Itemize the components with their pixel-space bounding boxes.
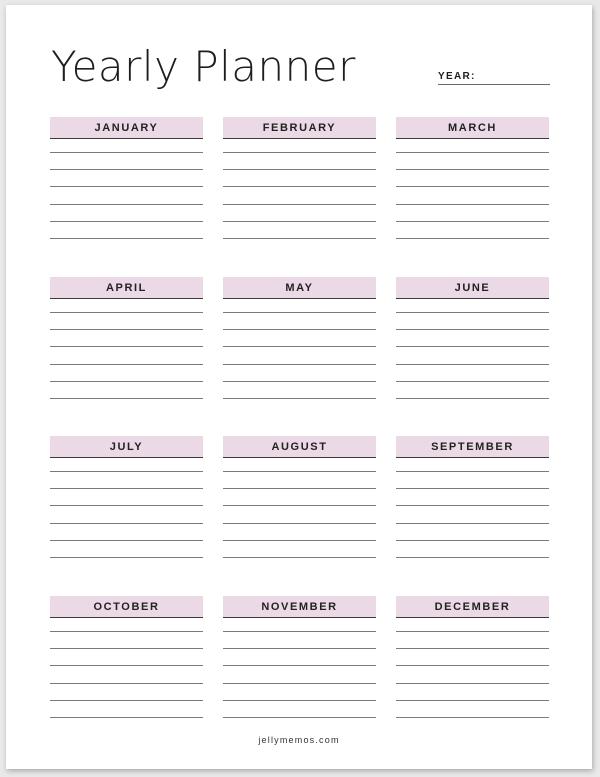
month-name: SEPTEMBER: [431, 440, 514, 453]
writing-line[interactable]: [396, 648, 549, 649]
month-name: MAY: [285, 281, 314, 294]
writing-line[interactable]: [396, 471, 549, 472]
writing-line[interactable]: [396, 364, 549, 365]
month-header: [50, 436, 203, 458]
writing-line[interactable]: [396, 221, 549, 222]
writing-line[interactable]: [50, 381, 203, 382]
writing-line[interactable]: [396, 398, 549, 399]
writing-line[interactable]: [223, 346, 376, 347]
writing-line[interactable]: [50, 488, 203, 489]
month-block-july: [50, 436, 203, 566]
writing-line[interactable]: [396, 488, 549, 489]
month-block-january: [50, 117, 203, 247]
writing-line[interactable]: [223, 329, 376, 330]
writing-line[interactable]: [396, 557, 549, 558]
writing-line[interactable]: [223, 381, 376, 382]
writing-line[interactable]: [223, 398, 376, 399]
writing-line[interactable]: [396, 204, 549, 205]
writing-line[interactable]: [50, 329, 203, 330]
writing-line[interactable]: [396, 665, 549, 666]
writing-line[interactable]: [396, 381, 549, 382]
month-block-june: [396, 277, 549, 407]
writing-line[interactable]: [50, 648, 203, 649]
writing-line[interactable]: [50, 700, 203, 701]
month-header: [50, 117, 203, 139]
month-header: [223, 117, 376, 139]
month-header: [223, 436, 376, 458]
writing-line[interactable]: [50, 186, 203, 187]
month-name: OCTOBER: [93, 600, 160, 613]
writing-line[interactable]: [396, 631, 549, 632]
month-name: JANUARY: [94, 121, 159, 134]
month-header: [50, 596, 203, 618]
writing-line[interactable]: [223, 364, 376, 365]
writing-line[interactable]: [50, 221, 203, 222]
writing-line[interactable]: [223, 648, 376, 649]
writing-line[interactable]: [50, 169, 203, 170]
month-header: [396, 117, 549, 139]
writing-line[interactable]: [396, 169, 549, 170]
writing-line[interactable]: [223, 505, 376, 506]
writing-line[interactable]: [396, 186, 549, 187]
writing-line[interactable]: [223, 221, 376, 222]
writing-line[interactable]: [396, 523, 549, 524]
writing-line[interactable]: [223, 717, 376, 718]
footer-website: jellymemos.com: [258, 735, 340, 745]
month-name: DECEMBER: [434, 600, 511, 613]
writing-line[interactable]: [223, 238, 376, 239]
writing-line[interactable]: [50, 238, 203, 239]
writing-line[interactable]: [396, 540, 549, 541]
year-underline: [438, 84, 550, 85]
writing-line[interactable]: [396, 505, 549, 506]
writing-line[interactable]: [396, 683, 549, 684]
writing-line[interactable]: [223, 683, 376, 684]
writing-line[interactable]: [50, 505, 203, 506]
month-name: JULY: [109, 440, 144, 453]
month-header: [396, 277, 549, 299]
writing-line[interactable]: [50, 364, 203, 365]
writing-line[interactable]: [396, 238, 549, 239]
month-name: APRIL: [106, 281, 147, 294]
writing-line[interactable]: [223, 169, 376, 170]
writing-line[interactable]: [396, 717, 549, 718]
month-header: [223, 277, 376, 299]
planner-page: [6, 5, 592, 769]
writing-line[interactable]: [223, 631, 376, 632]
writing-line[interactable]: [396, 346, 549, 347]
month-block-april: [50, 277, 203, 407]
writing-line[interactable]: [50, 398, 203, 399]
writing-line[interactable]: [50, 631, 203, 632]
writing-line[interactable]: [50, 152, 203, 153]
writing-line[interactable]: [50, 312, 203, 313]
month-name: MARCH: [448, 121, 497, 134]
writing-line[interactable]: [396, 152, 549, 153]
month-name: FEBRUARY: [262, 121, 337, 134]
month-name: AUGUST: [271, 440, 328, 453]
month-block-november: [223, 596, 376, 726]
writing-line[interactable]: [223, 152, 376, 153]
page-title: Yearly Planner: [51, 42, 356, 91]
month-block-october: [50, 596, 203, 726]
year-label: YEAR:: [438, 71, 476, 82]
month-header: [396, 436, 549, 458]
month-block-august: [223, 436, 376, 566]
writing-line[interactable]: [223, 488, 376, 489]
writing-line[interactable]: [50, 683, 203, 684]
writing-line[interactable]: [223, 312, 376, 313]
writing-line[interactable]: [50, 346, 203, 347]
writing-line[interactable]: [223, 186, 376, 187]
writing-line[interactable]: [50, 717, 203, 718]
writing-line[interactable]: [223, 523, 376, 524]
month-block-december: [396, 596, 549, 726]
writing-line[interactable]: [50, 523, 203, 524]
writing-line[interactable]: [223, 471, 376, 472]
writing-line[interactable]: [223, 700, 376, 701]
month-block-may: [223, 277, 376, 407]
month-block-september: [396, 436, 549, 566]
month-header: [223, 596, 376, 618]
writing-line[interactable]: [396, 700, 549, 701]
month-header: [50, 277, 203, 299]
writing-line[interactable]: [223, 540, 376, 541]
writing-line[interactable]: [50, 557, 203, 558]
writing-line[interactable]: [50, 471, 203, 472]
month-header: [396, 596, 549, 618]
writing-line[interactable]: [50, 204, 203, 205]
writing-line[interactable]: [223, 557, 376, 558]
writing-line[interactable]: [396, 329, 549, 330]
writing-line[interactable]: [396, 312, 549, 313]
writing-line[interactable]: [50, 665, 203, 666]
month-name: JUNE: [454, 281, 491, 294]
writing-line[interactable]: [50, 540, 203, 541]
month-name: NOVEMBER: [261, 600, 338, 613]
month-block-march: [396, 117, 549, 247]
year-field[interactable]: [438, 69, 550, 89]
writing-line[interactable]: [223, 204, 376, 205]
writing-line[interactable]: [223, 665, 376, 666]
month-block-february: [223, 117, 376, 247]
